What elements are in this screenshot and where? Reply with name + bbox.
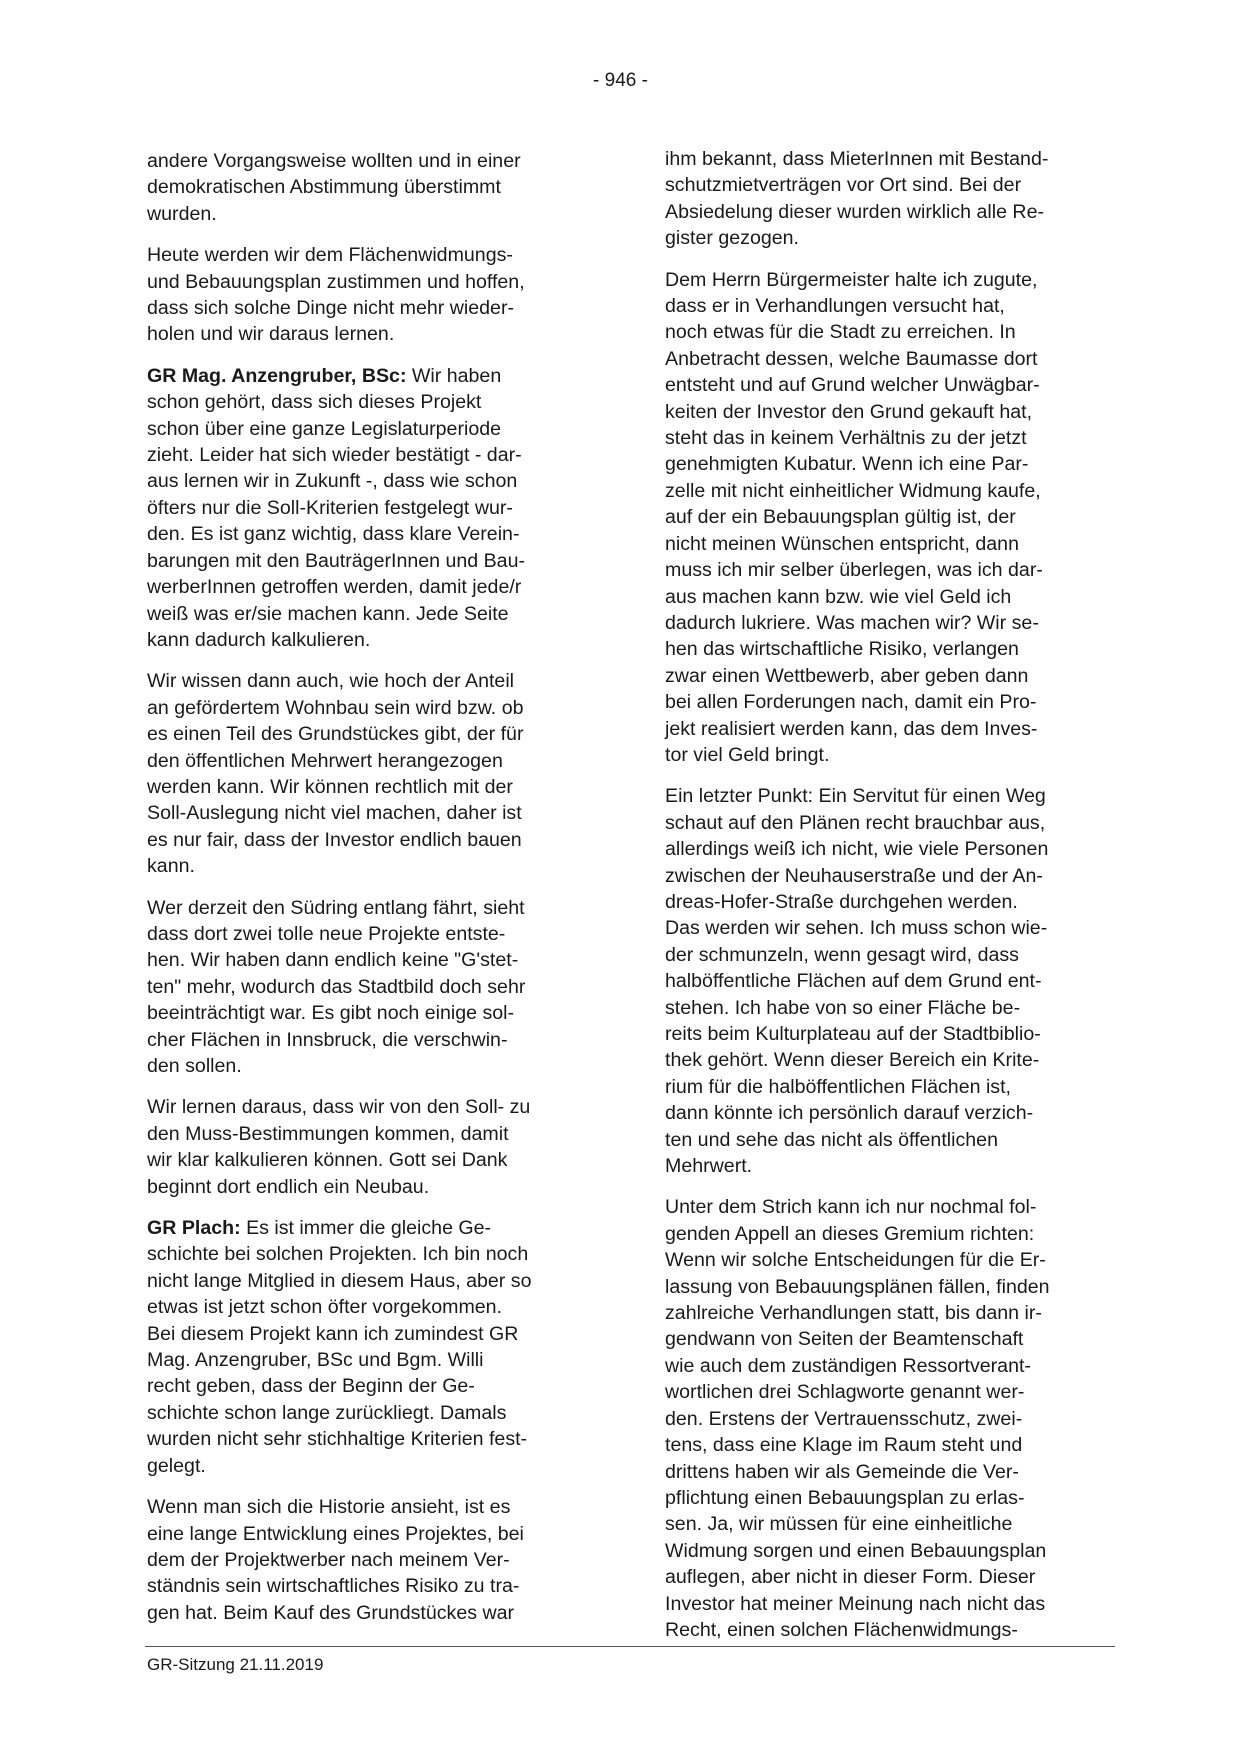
text-line xyxy=(147,1121,602,1147)
text-line xyxy=(665,636,1120,662)
line-text: ten und sehe das nicht als öffentlichen xyxy=(665,1128,998,1151)
line-text: öfters nur die Soll-Kriterien festgelegt wur- xyxy=(147,496,513,519)
line-text: zwar einen Wettbewerb, aber geben dann xyxy=(665,664,1029,687)
line-text: dem der Projektwerber nach meinem Ver- xyxy=(147,1548,510,1571)
text-line xyxy=(665,1432,1120,1458)
line-text: Dem Herrn Bürgermeister halte ich zugute, xyxy=(665,268,1038,291)
right-column xyxy=(665,146,1120,1658)
paragraph xyxy=(665,783,1120,1179)
line-text: tens, dass eine Klage im Raum steht und xyxy=(665,1434,1023,1457)
text-line xyxy=(665,172,1120,198)
line-text: der schmunzeln, wenn gesagt wird, dass xyxy=(665,943,1019,966)
text-line xyxy=(665,372,1120,398)
speaker-name: GR Mag. Anzengruber, BSc: xyxy=(147,364,407,387)
line-text: beeinträchtigt war. Es gibt noch einige sol- xyxy=(147,1002,515,1025)
line-text: recht geben, dass der Beginn der Ge- xyxy=(147,1375,475,1398)
line-text: den. Es ist ganz wichtig, dass klare Verein- xyxy=(147,523,520,546)
line-text: zwischen der Neuhauserstraße und der An- xyxy=(665,864,1043,887)
text-line xyxy=(665,716,1120,742)
line-text: schichte schon lange zurückliegt. Damals xyxy=(147,1401,507,1424)
line-text: gelegt. xyxy=(147,1454,206,1477)
line-text: kann dadurch kalkulieren. xyxy=(147,628,371,651)
line-text: wir klar kalkulieren können. Gott sei Dank xyxy=(147,1149,508,1172)
line-text: noch etwas für die Stadt zu erreichen. In xyxy=(665,321,1016,344)
text-line xyxy=(147,574,602,600)
text-line xyxy=(665,610,1120,636)
left-column xyxy=(147,148,602,1641)
line-text: dadurch lukriere. Was machen wir? Wir se- xyxy=(665,611,1039,634)
text-line xyxy=(665,1379,1120,1405)
line-text: wurden. xyxy=(147,202,217,225)
text-line xyxy=(147,1547,602,1573)
text-line xyxy=(665,915,1120,941)
text-line xyxy=(665,1221,1120,1247)
line-text: jekt realisiert werden kann, das dem Inves- xyxy=(665,717,1038,740)
text-line xyxy=(665,1406,1120,1432)
text-line xyxy=(665,863,1120,889)
line-text: ten" mehr, wodurch das Stadtbild doch sehr xyxy=(147,975,526,998)
text-line xyxy=(665,889,1120,915)
line-text: Investor hat meiner Meinung nach nicht das xyxy=(665,1592,1046,1615)
line-text: Ein letzter Punkt: Ein Servitut für einen Weg xyxy=(665,785,1046,808)
text-line xyxy=(147,695,602,721)
paragraph xyxy=(147,148,602,227)
footer-session-date: GR-Sitzung 21.11.2019 xyxy=(147,1655,324,1674)
line-text: werberInnen getroffen werden, damit jede/r xyxy=(147,576,522,599)
paragraph xyxy=(147,242,602,348)
line-text: Widmung sorgen und einen Bebauungsplan xyxy=(665,1539,1047,1562)
line-text: dann könnte ich persönlich darauf verzich- xyxy=(665,1102,1034,1125)
text-line xyxy=(147,921,602,947)
text-line xyxy=(147,1453,602,1479)
line-text: auflegen, aber nicht in dieser Form. Dieser xyxy=(665,1566,1036,1589)
text-line xyxy=(147,295,602,321)
text-line xyxy=(665,319,1120,345)
line-text: ständnis sein wirtschaftliches Risiko zu tra- xyxy=(147,1575,520,1598)
text-line xyxy=(147,521,602,547)
text-line xyxy=(665,425,1120,451)
text-line xyxy=(665,968,1120,994)
text-line xyxy=(147,774,602,800)
text-line xyxy=(147,548,602,574)
text-line xyxy=(665,504,1120,530)
line-text: schutzmietverträgen vor Ort sind. Bei der xyxy=(665,174,1022,197)
line-text: kann. xyxy=(147,855,195,878)
paragraph xyxy=(147,363,602,653)
line-text: nicht lange Mitglied in diesem Haus, aber so xyxy=(147,1269,532,1292)
text-line xyxy=(147,827,602,853)
line-text: allerdings weiß ich nicht, wie viele Personen xyxy=(665,838,1049,861)
line-text: genden Appell an dieses Gremium richten: xyxy=(665,1222,1035,1245)
line-text: demokratischen Abstimmung überstimmt xyxy=(147,176,501,199)
line-text: thek gehört. Wenn dieser Bereich ein Krite- xyxy=(665,1049,1040,1072)
line-text: Absiedelung dieser wurden wirklich alle Re- xyxy=(665,200,1044,223)
line-text: Soll-Auslegung nicht viel machen, daher ist xyxy=(147,802,522,825)
text-line xyxy=(147,1573,602,1599)
line-text: entsteht und auf Grund welcher Unwägbar- xyxy=(665,374,1040,397)
line-text: werden kann. Wir können rechtlich mit der xyxy=(147,775,513,798)
line-text: den. Erstens der Vertrauensschutz, zwei- xyxy=(665,1407,1023,1430)
line-text: tor viel Geld bringt. xyxy=(665,743,830,766)
text-line xyxy=(147,442,602,468)
text-line xyxy=(147,1600,602,1626)
line-text: lassung von Bebauungsplänen fällen, finden xyxy=(665,1275,1050,1298)
text-line xyxy=(665,346,1120,372)
line-text: es einen Teil des Grundstückes gibt, der für xyxy=(147,723,524,746)
line-text: beginnt dort endlich ein Neubau. xyxy=(147,1175,430,1198)
line-text: Mehrwert. xyxy=(665,1155,753,1178)
line-text: es nur fair, dass der Investor endlich bauen xyxy=(147,828,522,851)
text-line xyxy=(147,1053,602,1079)
text-line xyxy=(147,495,602,521)
text-line xyxy=(147,468,602,494)
text-line xyxy=(665,399,1120,425)
line-text: hen das wirtschaftliche Risiko, verlangen xyxy=(665,638,1019,661)
text-line xyxy=(665,1127,1120,1153)
line-text: muss ich mir selber überlegen, was ich dar- xyxy=(665,559,1043,582)
text-line xyxy=(665,531,1120,557)
line-text: barungen mit den BauträgerInnen und Bau- xyxy=(147,549,525,572)
text-line xyxy=(665,810,1120,836)
text-line xyxy=(147,1174,602,1200)
text-line xyxy=(147,416,602,442)
line-text: Wer derzeit den Südring entlang fährt, sieht xyxy=(147,896,525,919)
text-line xyxy=(147,627,602,653)
text-line xyxy=(665,1485,1120,1511)
text-line xyxy=(665,199,1120,225)
line-text: wurden nicht sehr stichhaltige Kriterien fest- xyxy=(147,1428,528,1451)
text-line xyxy=(147,242,602,268)
line-text: Heute werden wir dem Flächenwidmungs- xyxy=(147,244,513,267)
line-text: cher Flächen in Innsbruck, die verschwin- xyxy=(147,1028,508,1051)
text-line xyxy=(147,1215,602,1241)
line-text: weiß was er/sie machen kann. Jede Seite xyxy=(147,602,509,625)
text-line xyxy=(147,174,602,200)
paragraph xyxy=(665,1194,1120,1643)
line-text: Wenn man sich die Historie ansieht, ist es xyxy=(147,1496,511,1519)
line-text: bei allen Forderungen nach, damit ein Pro- xyxy=(665,691,1037,714)
line-text: zieht. Leider hat sich wieder bestätigt - dar- xyxy=(147,444,522,467)
text-line xyxy=(665,836,1120,862)
line-text: sen. Ja, wir müssen für eine einheitliche xyxy=(665,1513,1013,1536)
line-text: zahlreiche Verhandlungen statt, bis dann ir- xyxy=(665,1302,1042,1325)
line-text: Wenn wir solche Entscheidungen für die Er- xyxy=(665,1249,1046,1272)
line-text: aus machen kann bzw. wie viel Geld ich xyxy=(665,585,1012,608)
line-text: nicht meinen Wünschen entspricht, dann xyxy=(665,532,1019,555)
line-text: aus lernen wir in Zukunft -, dass wie schon xyxy=(147,470,518,493)
text-line xyxy=(665,995,1120,1021)
line-text: etwas ist jetzt schon öfter vorgekommen. xyxy=(147,1296,503,1319)
text-line xyxy=(665,1511,1120,1537)
text-line xyxy=(665,742,1120,768)
text-line xyxy=(665,1459,1120,1485)
line-text: dass er in Verhandlungen versucht hat, xyxy=(665,295,1005,318)
text-line xyxy=(147,1268,602,1294)
line-text: ihm bekannt, dass MieterInnen mit Bestand- xyxy=(665,148,1049,170)
text-line xyxy=(665,1274,1120,1300)
text-line xyxy=(665,783,1120,809)
line-text: rium für die halböffentlichen Flächen ist, xyxy=(665,1075,1011,1098)
line-text: holen und wir daraus lernen. xyxy=(147,323,395,346)
paragraph xyxy=(147,895,602,1080)
paragraph xyxy=(147,1094,602,1200)
line-text: schaut auf den Plänen recht brauchbar aus, xyxy=(665,811,1046,834)
text-line xyxy=(665,1300,1120,1326)
line-text: an gefördertem Wohnbau sein wird bzw. ob xyxy=(147,696,524,719)
text-line xyxy=(147,1000,602,1026)
speaker-name: GR Plach: xyxy=(147,1217,241,1240)
footer-divider xyxy=(145,1646,1115,1647)
text-line xyxy=(147,1294,602,1320)
paragraph xyxy=(147,668,602,879)
text-line xyxy=(147,1094,602,1120)
line-text: den öffentlichen Mehrwert herangezogen xyxy=(147,749,503,772)
line-text: zelle mit nicht einheitlicher Widmung kaufe, xyxy=(665,479,1041,502)
text-line xyxy=(147,1426,602,1452)
text-line xyxy=(147,148,602,174)
paragraph xyxy=(665,146,1120,252)
line-text: hen. Wir haben dann endlich keine "G'stet- xyxy=(147,949,519,972)
line-text: wortlichen drei Schlagworte genannt wer- xyxy=(665,1381,1025,1404)
paragraph xyxy=(147,1494,602,1626)
line-text: dass dort zwei tolle neue Projekte entste- xyxy=(147,922,506,945)
paragraph xyxy=(665,267,1120,769)
line-text: gister gezogen. xyxy=(665,227,799,250)
text-line xyxy=(147,974,602,1000)
line-text: Unter dem Strich kann ich nur nochmal fol- xyxy=(665,1196,1037,1219)
text-line xyxy=(147,895,602,921)
text-line xyxy=(147,853,602,879)
line-text: Es ist immer die gleiche Ge- xyxy=(240,1217,492,1240)
line-text: Wir wissen dann auch, wie hoch der Anteil xyxy=(147,670,515,693)
line-text: schon gehört, dass sich dieses Projekt xyxy=(147,391,482,414)
line-text: auf der ein Bebauungsplan gültig ist, der xyxy=(665,506,1016,529)
text-line xyxy=(147,800,602,826)
text-line xyxy=(147,1373,602,1399)
line-text: eine lange Entwicklung eines Projektes, bei xyxy=(147,1522,524,1545)
line-text: den sollen. xyxy=(147,1055,242,1077)
text-line xyxy=(147,1027,602,1053)
line-text: Wir lernen daraus, dass wir von den Soll- zu xyxy=(147,1096,531,1119)
text-line xyxy=(665,557,1120,583)
text-line xyxy=(147,321,602,347)
text-line xyxy=(665,478,1120,504)
text-line xyxy=(665,1564,1120,1590)
text-line xyxy=(147,1321,602,1347)
line-text: keiten der Investor den Grund gekauft hat, xyxy=(665,400,1033,423)
text-line xyxy=(665,451,1120,477)
text-line xyxy=(665,1538,1120,1564)
text-line xyxy=(147,1494,602,1520)
text-line xyxy=(665,689,1120,715)
text-line xyxy=(665,942,1120,968)
text-line xyxy=(147,601,602,627)
text-line xyxy=(665,584,1120,610)
line-text: drittens haben wir als Gemeinde die Ver- xyxy=(665,1460,1019,1483)
text-line xyxy=(665,1074,1120,1100)
text-line xyxy=(147,1347,602,1373)
text-line xyxy=(147,269,602,295)
text-line xyxy=(147,721,602,747)
page-number: - 946 - xyxy=(593,70,648,91)
line-text: dass sich solche Dinge nicht mehr wieder- xyxy=(147,297,515,320)
line-text: Anbetracht dessen, welche Baumasse dort xyxy=(665,347,1038,370)
line-text: gendwann von Seiten der Beamtenschaft xyxy=(665,1328,1024,1351)
line-text: halböffentliche Flächen auf dem Grund ent- xyxy=(665,970,1042,993)
line-text: Das werden wir sehen. Ich muss schon wie- xyxy=(665,917,1048,940)
line-text: schon über eine ganze Legislaturperiode xyxy=(147,417,502,440)
text-line xyxy=(665,663,1120,689)
line-text: reits beim Kulturplateau auf der Stadtbiblio- xyxy=(665,1023,1041,1045)
line-text: Bei diesem Projekt kann ich zumindest GR xyxy=(147,1322,519,1345)
line-text: gen hat. Beim Kauf des Grundstückes war xyxy=(147,1601,515,1624)
text-line xyxy=(665,267,1120,293)
text-line xyxy=(665,1021,1120,1047)
text-line xyxy=(665,225,1120,251)
line-text: dreas-Hofer-Straße durchgehen werden. xyxy=(665,890,1018,913)
line-text: steht das in keinem Verhältnis zu der jetzt xyxy=(665,427,1027,450)
line-text: genehmigten Kubatur. Wenn ich eine Par- xyxy=(665,453,1029,476)
text-line xyxy=(665,1194,1120,1220)
line-text: Recht, einen solchen Flächenwidmungs- xyxy=(665,1618,1018,1641)
text-line xyxy=(147,1400,602,1426)
line-text: wie auch dem zuständigen Ressortverant- xyxy=(665,1354,1031,1377)
text-line xyxy=(665,1100,1120,1126)
text-line xyxy=(665,1047,1120,1073)
line-text: Mag. Anzengruber, BSc und Bgm. Willi xyxy=(147,1349,484,1372)
line-text: Wir haben xyxy=(406,364,502,387)
line-text: pflichtung einen Bebauungsplan zu erlas- xyxy=(665,1486,1025,1509)
text-line xyxy=(147,748,602,774)
text-line xyxy=(147,1521,602,1547)
line-text: andere Vorgangsweise wollten und in einer xyxy=(147,150,521,172)
text-line xyxy=(665,293,1120,319)
text-line xyxy=(665,1326,1120,1352)
text-line xyxy=(665,1353,1120,1379)
text-line xyxy=(147,201,602,227)
text-line xyxy=(665,1153,1120,1179)
text-line xyxy=(147,389,602,415)
text-line xyxy=(665,146,1120,172)
line-text: und Bebauungsplan zustimmen und hoffen, xyxy=(147,270,525,293)
text-line xyxy=(147,947,602,973)
line-text: stehen. Ich habe von so einer Fläche be- xyxy=(665,996,1021,1019)
text-line xyxy=(147,668,602,694)
paragraph xyxy=(147,1215,602,1479)
text-line xyxy=(147,1147,602,1173)
text-line xyxy=(665,1617,1120,1643)
line-text: den Muss-Bestimmungen kommen, damit xyxy=(147,1122,509,1145)
text-line xyxy=(665,1591,1120,1617)
text-line xyxy=(665,1247,1120,1273)
text-line xyxy=(147,363,602,389)
line-text: schichte bei solchen Projekten. Ich bin noch xyxy=(147,1243,529,1266)
text-line xyxy=(147,1241,602,1267)
